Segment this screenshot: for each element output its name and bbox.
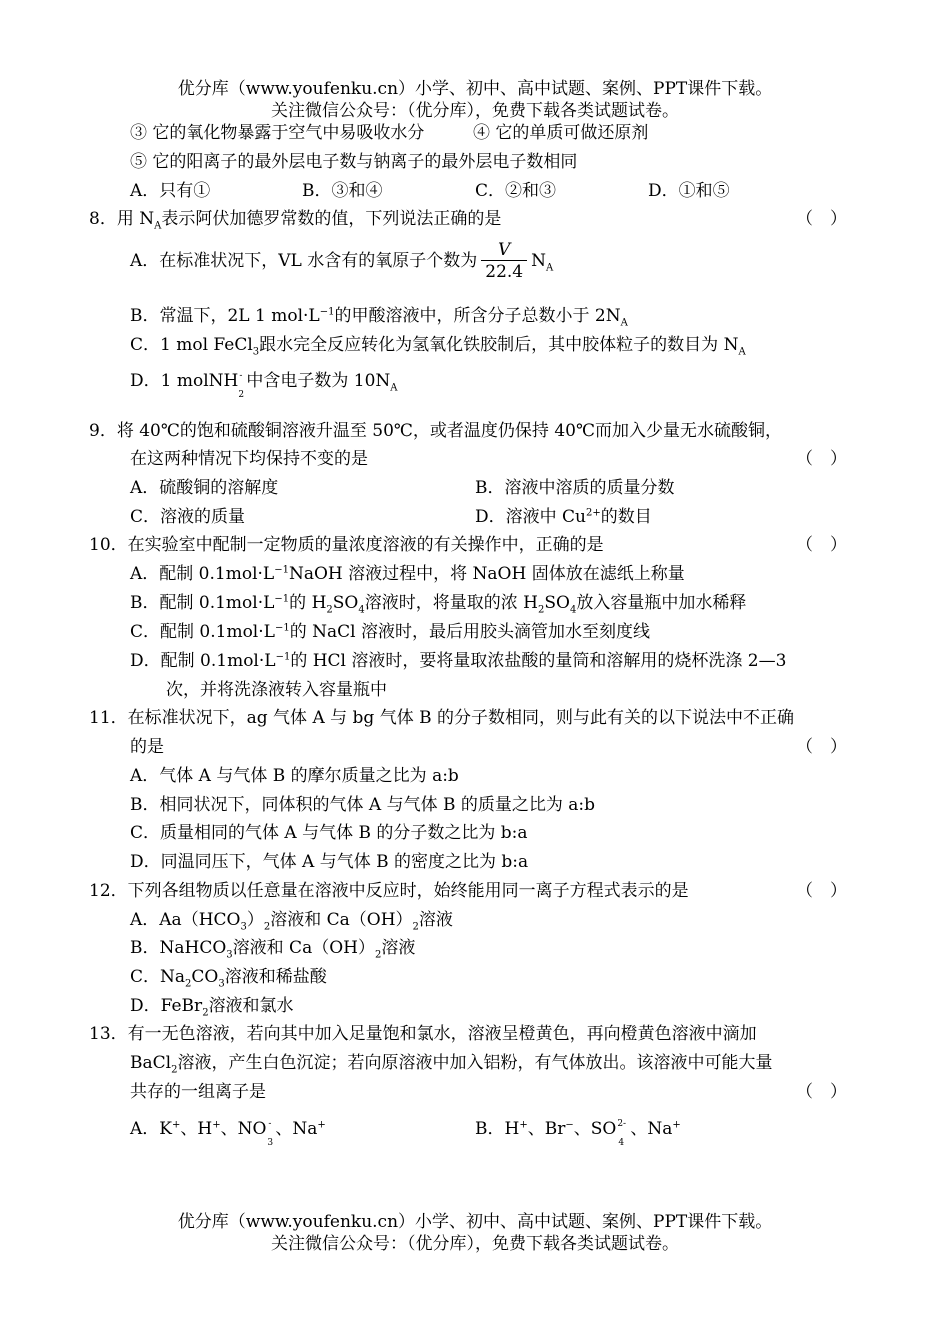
q8-option-a: A．在标准状况下，VL 水含有的氧原子个数为 $\frac{V}{22.4}$ $N_A$ xyxy=(130,240,554,282)
q12-option-c: C．$Na_2CO_3$溶液和稀盐酸 xyxy=(130,967,327,990)
q12-stem: 12．下列各组物质以任意量在溶液中反应时，始终能用同一离子方程式表示的是 xyxy=(89,881,689,901)
q13-answer-bracket: （ ） xyxy=(796,1082,847,1102)
q8-option-c: C．1 mol FeCl$_3$跟水完全反应转化为氢氧化铁胶制后，其中胶体粒子的数目为 $N_A$ xyxy=(130,335,746,358)
header-line-2: 关注微信公众号：（优分库），免费下载各类试题试卷。 xyxy=(271,101,679,121)
q7-option-c: C．②和③ xyxy=(475,181,557,201)
q13-stem-line-2: BaCl$_2$溶液，产生白色沉淀；若向原溶液中加入铝粉，有气体放出。该溶液中可能大量 xyxy=(130,1053,773,1076)
q7-statement-5: ⑤ 它的阳离子的最外层电子数与钠离子的最外层电子数相同 xyxy=(130,152,578,172)
q8-answer-bracket: （ ） xyxy=(796,209,847,229)
q9-stem-line-1: 9．将 40℃的饱和硫酸铜溶液升温至 50℃，或者温度仍保持 40℃而加入少量无水硫酸铜， xyxy=(89,421,782,441)
q9-option-a: A．硫酸铜的溶解度 xyxy=(130,478,279,498)
q8-option-d: D．1 molNH - 2 中含电子数为 $10N_A$ xyxy=(130,371,398,400)
q7-option-b: B．③和④ xyxy=(302,181,383,201)
q13-stem-line-3: 共存的一组离子是 xyxy=(130,1082,266,1102)
q11-option-c: C．质量相同的气体 A 与气体 B 的分子数之比为 b:a xyxy=(130,823,528,843)
q11-answer-bracket: （ ） xyxy=(796,737,847,757)
q12-option-d: D．FeBr$_2$溶液和氯水 xyxy=(130,996,294,1019)
q13-stem-line-1: 13．有一无色溶液，若向其中加入足量饱和氯水，溶液呈橙黄色，再向橙黄色溶液中滴加 xyxy=(89,1024,757,1044)
q8-stem: 8．用 $N_A$表示阿伏加德罗常数的值，下列说法正确的是 xyxy=(89,209,502,232)
q9-answer-bracket: （ ） xyxy=(796,449,847,469)
q12-option-b: B．NaHCO$_3$溶液和 $Ca(OH)_2$溶液 xyxy=(130,938,416,961)
footer-line-2: 关注微信公众号：（优分库），免费下载各类试题试卷。 xyxy=(271,1234,679,1254)
q10-option-b: B．配制 $0.1mol\cdot L^{-1}$的 $H_2SO_4$溶液时，将量取的浓 $H_2SO_4$放入容量瓶中加水稀释 xyxy=(130,593,747,616)
q10-option-d-continued: 次，并将洗涤液转入容量瓶中 xyxy=(166,680,387,700)
q7-option-a: A．只有① xyxy=(130,181,211,201)
q9-option-b: B．溶液中溶质的质量分数 xyxy=(475,478,675,498)
q7-statement-4: ④ 它的单质可做还原剂 xyxy=(473,123,649,143)
q11-stem-line-1: 11．在标准状况下，ag 气体 A 与 bg 气体 B 的分子数相同，则与此有关的以下说法中不正确 xyxy=(89,708,795,728)
q10-option-c: C．配制 $0.1mol\cdot L^{-1}$的 NaCl 溶液时，最后用胶头滴管加水至刻度线 xyxy=(130,622,650,642)
q12-option-a: A．$Aa(HCO_3)_2$溶液和 $Ca(OH)_2$溶液 xyxy=(130,910,453,933)
q12-answer-bracket: （ ） xyxy=(796,881,847,901)
q11-option-b: B．相同状况下，同体积的气体 A 与气体 B 的质量之比为 a:b xyxy=(130,795,596,815)
q11-stem-line-2: 的是 xyxy=(130,737,164,757)
q11-option-a: A．气体 A 与气体 B 的摩尔质量之比为 a:b xyxy=(130,766,459,786)
q8-option-b: B．常温下，2L 1 $mol\cdot L^{-1}$的甲酸溶液中，所含分子总数小于 $2N_A$ xyxy=(130,306,628,329)
q13-option-a: A．K+、H+、NO - 3 、Na+ xyxy=(130,1119,326,1148)
q7-statement-3: ③ 它的氧化物暴露于空气中易吸收水分 xyxy=(130,123,425,143)
q13-option-b: B．H+、Br−、SO 2- 4 、Na+ xyxy=(475,1119,681,1148)
q11-option-d: D．同温同压下，气体 A 与气体 B 的密度之比为 b:a xyxy=(130,852,529,872)
q9-option-c: C．溶液的质量 xyxy=(130,507,246,527)
q9-stem-line-2: 在这两种情况下均保持不变的是 xyxy=(130,449,368,469)
q10-stem: 10．在实验室中配制一定物质的量浓度溶液的有关操作中，正确的是 xyxy=(89,535,604,555)
q10-answer-bracket: （ ） xyxy=(796,535,847,555)
header-line-1: 优分库（www.youfenku.cn）小学、初中、高中试题、案例、PPT课件下载。 xyxy=(177,79,773,99)
q7-option-d: D．①和⑤ xyxy=(648,181,730,201)
footer-line-1: 优分库（www.youfenku.cn）小学、初中、高中试题、案例、PPT课件下载。 xyxy=(177,1212,773,1232)
q10-option-a: A．配制 $0.1mol\cdot L^{-1}NaOH$ 溶液过程中，将 NaOH 固体放在滤纸上称量 xyxy=(130,564,685,584)
fraction-v-over-22-4: $\frac{V}{22.4}$ xyxy=(481,240,527,283)
q9-option-d: D．溶液中 $Cu^{2+}$的数目 xyxy=(475,507,652,527)
q10-option-d: D．配制 $0.1mol\cdot L^{-1}$的 HCl 溶液时，要将量取浓盐酸的量筒和溶解用的烧杯洗涤 2—3 xyxy=(130,651,787,671)
